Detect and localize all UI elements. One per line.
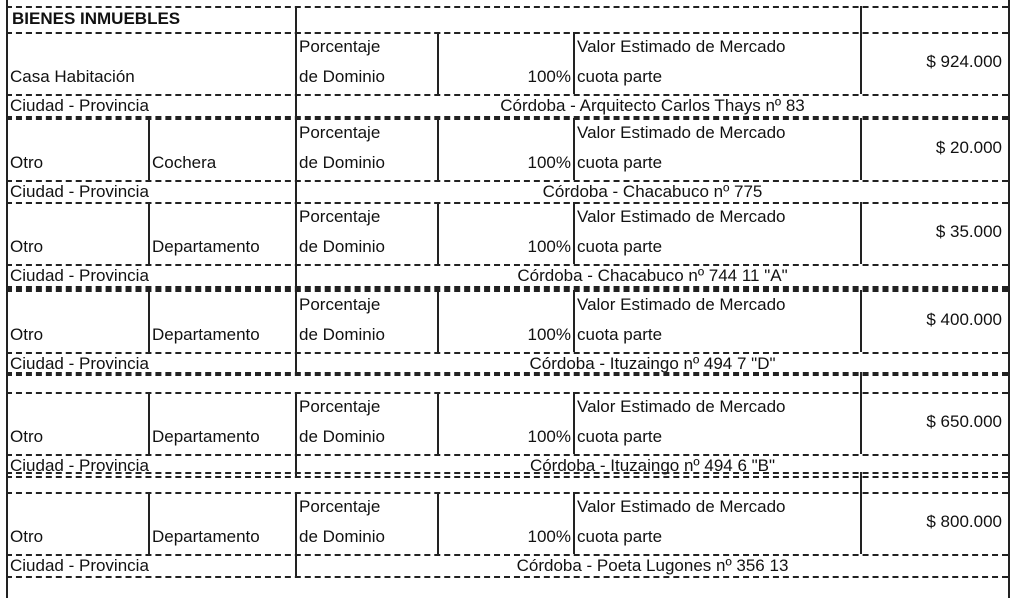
column-divider <box>573 492 575 554</box>
column-divider <box>573 392 575 454</box>
row-divider <box>6 202 1008 204</box>
column-divider <box>860 32 862 94</box>
ciudad-provincia-label: Ciudad - Provincia <box>10 266 149 285</box>
column-divider <box>148 492 150 554</box>
porcentaje-label: Porcentaje <box>299 207 381 226</box>
ownership-percentage: 100% <box>527 427 571 446</box>
property-address: Córdoba - Chacabuco nº 744 11 "A" <box>517 266 788 285</box>
dominio-label: de Dominio <box>299 325 385 344</box>
property-address: Córdoba - Ituzaingo nº 494 7 "D" <box>529 354 776 373</box>
property-subtype: Departamento <box>152 237 260 256</box>
column-divider <box>573 32 575 94</box>
column-divider <box>295 6 297 32</box>
column-divider <box>437 492 439 554</box>
row-divider <box>6 290 1008 292</box>
column-divider <box>860 392 862 454</box>
property-subtype: Departamento <box>152 527 260 546</box>
column-divider <box>148 392 150 454</box>
property-address: Córdoba - Ituzaingo nº 494 6 "B" <box>529 456 776 475</box>
column-divider <box>437 202 439 264</box>
row-divider <box>6 392 1008 394</box>
row-divider <box>6 472 1008 474</box>
valor-label: Valor Estimado de Mercado <box>577 123 786 142</box>
ownership-percentage: 100% <box>527 325 571 344</box>
valor-label: Valor Estimado de Mercado <box>577 497 786 516</box>
market-value: $ 800.000 <box>926 512 1002 531</box>
column-divider <box>437 32 439 94</box>
ciudad-provincia-label: Ciudad - Provincia <box>10 456 149 475</box>
column-divider <box>573 290 575 352</box>
property-subtype: Cochera <box>152 153 217 172</box>
dominio-label: de Dominio <box>299 237 385 256</box>
row-divider <box>6 492 1008 494</box>
row-divider <box>6 32 1008 34</box>
porcentaje-label: Porcentaje <box>299 123 381 142</box>
cuota-parte-label: cuota parte <box>577 427 663 446</box>
property-type: Otro <box>10 237 44 256</box>
column-divider <box>148 118 150 180</box>
cuota-parte-label: cuota parte <box>577 153 663 172</box>
valor-label: Valor Estimado de Mercado <box>577 397 786 416</box>
ownership-percentage: 100% <box>527 67 571 86</box>
column-divider <box>860 492 862 554</box>
row-divider <box>6 118 1008 120</box>
market-value: $ 35.000 <box>935 222 1002 241</box>
row-divider <box>6 6 1008 8</box>
column-divider <box>860 290 862 352</box>
property-address: Córdoba - Chacabuco nº 775 <box>542 182 763 201</box>
row-divider <box>6 576 1008 578</box>
column-divider <box>573 118 575 180</box>
cuota-parte-label: cuota parte <box>577 527 663 546</box>
porcentaje-label: Porcentaje <box>299 497 381 516</box>
ownership-percentage: 100% <box>527 237 571 256</box>
valor-label: Valor Estimado de Mercado <box>577 207 786 226</box>
column-divider <box>148 290 150 352</box>
dominio-label: de Dominio <box>299 527 385 546</box>
property-type: Otro <box>10 427 44 446</box>
property-type: Casa Habitación <box>10 67 135 86</box>
column-divider <box>860 472 862 492</box>
property-subtype: Departamento <box>152 325 260 344</box>
property-type: Otro <box>10 325 44 344</box>
property-subtype: Departamento <box>152 427 260 446</box>
porcentaje-label: Porcentaje <box>299 397 381 416</box>
column-divider <box>437 392 439 454</box>
market-value: $ 924.000 <box>926 52 1002 71</box>
column-divider <box>860 6 862 32</box>
market-value: $ 400.000 <box>926 310 1002 329</box>
dominio-label: de Dominio <box>299 427 385 446</box>
column-divider <box>573 202 575 264</box>
dominio-label: de Dominio <box>299 67 385 86</box>
ownership-percentage: 100% <box>527 527 571 546</box>
ciudad-provincia-label: Ciudad - Provincia <box>10 182 149 201</box>
column-divider <box>437 290 439 352</box>
property-type: Otro <box>10 153 44 172</box>
column-divider <box>6 0 8 598</box>
property-address: Córdoba - Arquitecto Carlos Thays nº 83 <box>500 96 805 115</box>
column-divider <box>860 202 862 264</box>
valor-label: Valor Estimado de Mercado <box>577 37 786 56</box>
row-divider <box>6 372 1008 374</box>
column-divider <box>860 118 862 180</box>
porcentaje-label: Porcentaje <box>299 37 381 56</box>
property-type: Otro <box>10 527 44 546</box>
dominio-label: de Dominio <box>299 153 385 172</box>
porcentaje-label: Porcentaje <box>299 295 381 314</box>
market-value: $ 650.000 <box>926 412 1002 431</box>
row-divider <box>6 476 1008 478</box>
valor-label: Valor Estimado de Mercado <box>577 295 786 314</box>
column-divider <box>148 202 150 264</box>
ciudad-provincia-label: Ciudad - Provincia <box>10 556 149 575</box>
column-divider <box>437 118 439 180</box>
ownership-percentage: 100% <box>527 153 571 172</box>
property-address: Córdoba - Poeta Lugones nº 356 13 <box>516 556 789 575</box>
ciudad-provincia-label: Ciudad - Provincia <box>10 96 149 115</box>
column-divider <box>1008 0 1010 598</box>
row-divider <box>6 374 1008 376</box>
cuota-parte-label: cuota parte <box>577 325 663 344</box>
section-title: BIENES INMUEBLES <box>12 9 181 28</box>
ciudad-provincia-label: Ciudad - Provincia <box>10 354 149 373</box>
cuota-parte-label: cuota parte <box>577 67 663 86</box>
column-divider <box>860 372 862 392</box>
cuota-parte-label: cuota parte <box>577 237 663 256</box>
market-value: $ 20.000 <box>935 138 1002 157</box>
